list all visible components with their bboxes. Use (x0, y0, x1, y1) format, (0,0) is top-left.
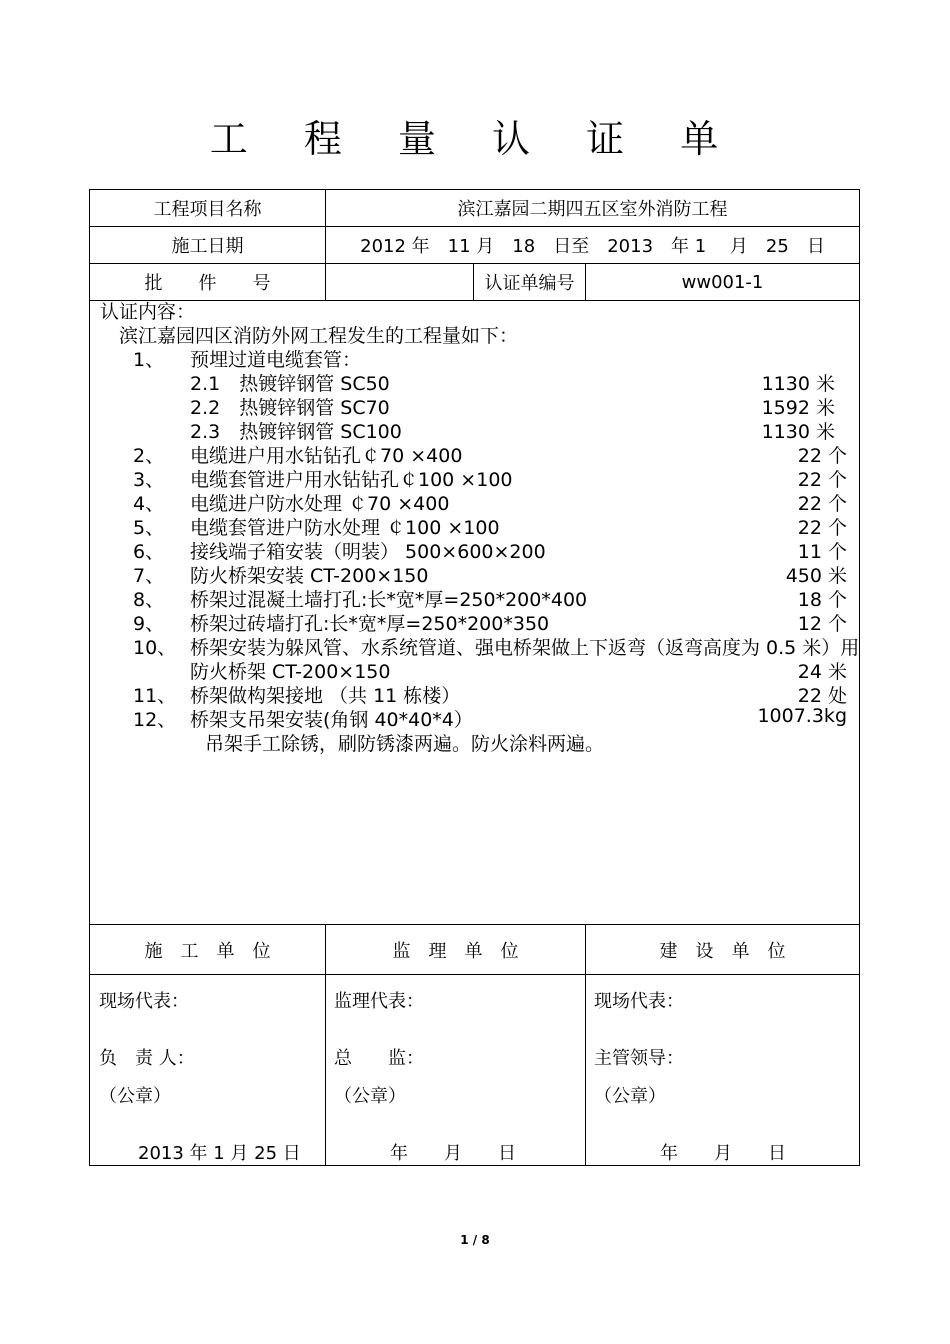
item-number: 7、 (133, 565, 165, 587)
content-heading: 认证内容： (100, 301, 196, 323)
item-text: 接线端子箱安装（明装） 500×600×200 (190, 541, 546, 563)
item-text: 2.3 热镀锌钢管 SC100 (190, 421, 402, 443)
item-text: 2.2 热镀锌钢管 SC70 (190, 397, 390, 419)
item-text: 防火桥架 CT-200×150 (190, 661, 391, 683)
item-number: 12、 (133, 709, 177, 731)
date-value: 2012 年 11 月 18 日至 2013 年 1 月 25 日 (325, 227, 859, 263)
item-number: 2、 (133, 445, 165, 467)
item-number: 5、 (133, 517, 165, 539)
item-quantity: 24 米 (797, 661, 847, 683)
construction-head: 负 责 人： (99, 1048, 195, 1069)
item-text: 桥架做构架接地 （共 11 栋楼） (190, 685, 461, 707)
certification-form (89, 189, 860, 1166)
date-row (90, 227, 859, 264)
item-quantity: 1130 米 (761, 373, 835, 395)
batch-label: 批 件 号 (144, 273, 271, 294)
supervision-seal: （公章） (334, 1086, 406, 1107)
item-number: 6、 (133, 541, 165, 563)
item-text: 电缆进户用水钻钻孔￠70 ×400 (190, 445, 463, 467)
item-number: 8、 (133, 589, 165, 611)
batch-row (90, 264, 859, 301)
item-text: 电缆套管进户防水处理 ￠100 ×100 (190, 517, 500, 539)
cert-value: ww001-1 (585, 264, 859, 300)
item-text: 2.1 热镀锌钢管 SC50 (190, 373, 390, 395)
item-quantity: 11 个 (797, 541, 847, 563)
item-text: 桥架安装为躲风管、水系统管道、强电桥架做上下返弯（返弯高度为 0.5 米）用 (190, 637, 860, 659)
supervision-unit: 监 理 单 位 (325, 925, 585, 974)
item-quantity: 22 个 (797, 445, 847, 467)
item-quantity: 22 个 (797, 493, 847, 515)
construction-date: 2013 年 1 月 25 日 (138, 1143, 301, 1164)
item-text: 桥架支吊架安装(角钢 40*40*4） (190, 709, 473, 731)
cert-label: 认证单编号 (473, 264, 585, 300)
content-intro: 滨江嘉园四区消防外网工程发生的工程量如下： (119, 325, 519, 347)
supervision-date: 年 月 日 (390, 1143, 516, 1164)
item-quantity: 22 个 (797, 469, 847, 491)
owner-date: 年 月 日 (660, 1143, 786, 1164)
item-text: 电缆进户防水处理 ￠70 ×400 (190, 493, 450, 515)
item-number: 10、 (133, 637, 177, 659)
project-label: 工程项目名称 (153, 199, 262, 220)
batch-value (325, 264, 473, 300)
item-text: 桥架过混凝土墙打孔:长*宽*厚=250*200*400 (190, 589, 588, 611)
construction-rep: 现场代表： (99, 991, 189, 1012)
item-number: 1、 (133, 349, 165, 371)
item-number: 4、 (133, 493, 165, 515)
item-number: 9、 (133, 613, 165, 635)
supervision-head: 总 监： (334, 1048, 424, 1069)
item-text: 防火桥架安装 CT-200×150 (190, 565, 429, 587)
item-text: 电缆套管进户用水钻钻孔￠100 ×100 (190, 469, 513, 491)
item-quantity: 22 个 (797, 517, 847, 539)
owner-head: 主管领导： (594, 1048, 684, 1069)
content-note: 吊架手工除锈，刷防锈漆两遍。防火涂料两遍。 (205, 733, 605, 755)
item-quantity: 12 个 (797, 613, 847, 635)
owner-unit: 建 设 单 位 (585, 925, 859, 974)
owner-seal: （公章） (594, 1086, 666, 1107)
supervision-rep: 监理代表： (334, 991, 424, 1012)
project-row (90, 190, 859, 227)
item-quantity: 22 处 (797, 685, 847, 707)
construction-unit: 施 工 单 位 (144, 940, 271, 962)
item-quantity: 18 个 (797, 589, 847, 611)
unit-row (90, 925, 859, 975)
item-quantity: 1592 米 (761, 397, 835, 419)
sig-divider-2 (585, 975, 586, 1165)
item-text: 预埋过道电缆套管： (190, 349, 362, 371)
page-number: 1 / 8 (460, 1233, 490, 1247)
construction-seal: （公章） (99, 1086, 171, 1107)
project-value: 滨江嘉园二期四五区室外消防工程 (325, 190, 859, 226)
date-label: 施工日期 (171, 236, 244, 257)
certification-content (90, 301, 859, 925)
item-text: 桥架过砖墙打孔:长*宽*厚=250*200*350 (190, 613, 550, 635)
item-quantity: 1007.3kg (757, 705, 847, 727)
sig-divider-1 (325, 975, 326, 1165)
item-quantity: 1130 米 (761, 421, 835, 443)
document-title: 工 程 量 认 证 单 (209, 117, 741, 161)
owner-rep: 现场代表： (594, 991, 684, 1012)
item-quantity: 450 米 (785, 565, 847, 587)
item-number: 3、 (133, 469, 165, 491)
item-number: 11、 (133, 685, 177, 707)
